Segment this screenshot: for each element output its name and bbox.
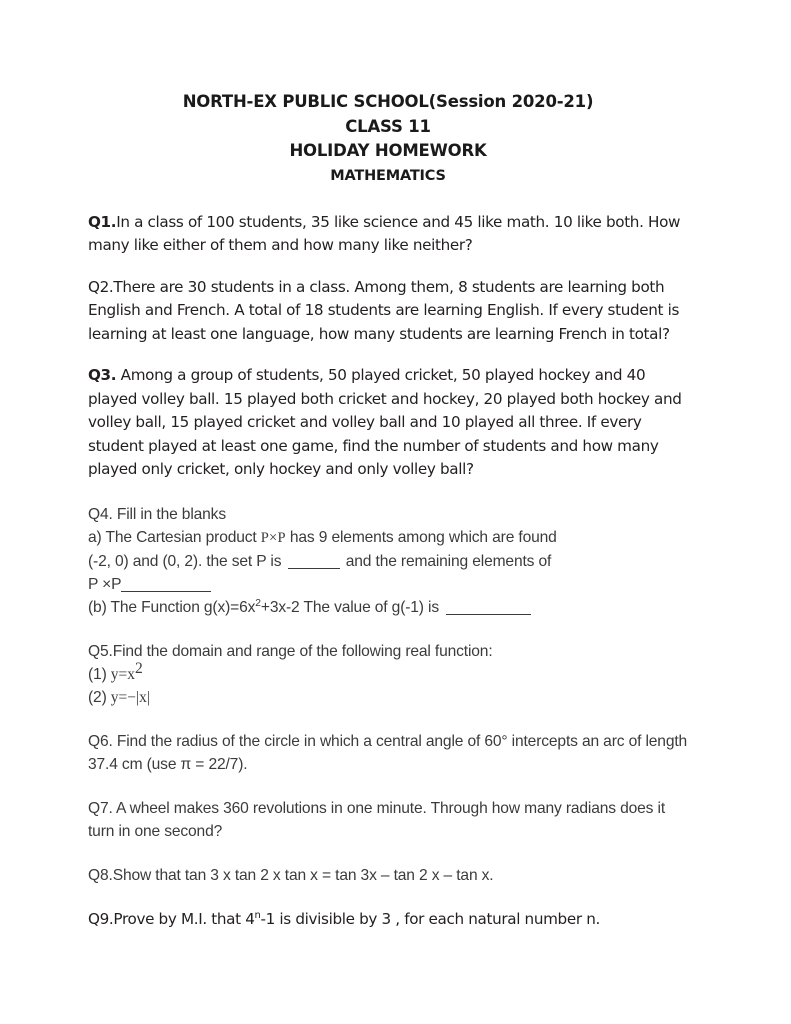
question-3-text: Among a group of students, 50 played cricket, 50 played hockey and 40 played volley ball. 15 played both cricket and hockey, 20 played both hockey and volley ball, 15 played cricket and volley ball and 10 played all three. If every student played at least one game, find the number of students and how many played only cricket, only hockey and only volley ball?: [88, 366, 682, 478]
question-4-part-b: [88, 596, 688, 619]
question-5-item-2: [88, 686, 688, 709]
question-9: [88, 908, 688, 932]
question-4-part-a-mid: has 9 elements among which are found: [285, 528, 557, 546]
spacer: [88, 709, 688, 730]
spacer: [88, 843, 688, 864]
question-5-item-2-equation: y=−|x|: [110, 688, 150, 706]
subject-line: MATHEMATICS: [330, 167, 446, 184]
spacer: [88, 346, 688, 364]
spacer: [88, 619, 688, 640]
question-5-item-1: [88, 659, 688, 686]
question-5-text: Find the domain and range of the following real function:: [112, 642, 493, 660]
spacer: [88, 482, 688, 503]
question-4-part-a-line2-post: and the remaining elements of: [341, 552, 552, 570]
question-4-part-a-pre: a) The Cartesian product: [88, 528, 261, 546]
question-7-text: A wheel makes 360 revolutions in one minute. Through how many radians does it turn in one second?: [88, 799, 666, 840]
fill-blank-g-of-minus-one: [446, 614, 531, 615]
question-1-label: Q1.: [88, 212, 117, 231]
question-7-label: Q7.: [88, 799, 113, 817]
question-1: [88, 211, 688, 258]
document-header: [88, 90, 688, 188]
spacer: [88, 188, 688, 211]
question-4-part-b-pre: (b) The Function g(x)=6x: [88, 598, 256, 616]
question-4-part-a-line3: [88, 573, 688, 596]
fill-blank-remaining-elements: [121, 591, 211, 592]
class-line: CLASS 11: [345, 116, 431, 136]
question-4: [88, 503, 688, 619]
question-4-label: Q4. Fill in the blanks: [88, 505, 226, 523]
question-6-label: Q6.: [88, 732, 113, 750]
question-5-heading: [88, 640, 688, 663]
question-3-label: Q3.: [88, 366, 117, 384]
question-8: [88, 864, 688, 887]
question-2-label: Q2.: [88, 277, 114, 296]
question-8-label: Q8.: [88, 866, 113, 884]
question-1-text: In a class of 100 students, 35 like science and 45 like math. 10 like both. How many like either of them and how many like neither?: [88, 212, 681, 254]
homework-title-line: HOLIDAY HOMEWORK: [289, 141, 487, 160]
question-4-part-a-line1: [88, 526, 688, 550]
question-9-text-pre: Prove by M.I. that 4: [113, 909, 255, 928]
question-6-text: Find the radius of the circle in which a central angle of 60° intercepts an arc of length 37.4 cm (use π = 22/7).: [88, 732, 688, 773]
question-4-part-b-exponent: 2: [255, 597, 261, 609]
question-7: [88, 797, 688, 843]
question-3: [88, 364, 688, 482]
spacer: [88, 887, 688, 908]
school-name-line: NORTH-EX PUBLIC SCHOOL(Session 2020-21): [182, 92, 594, 111]
question-9-label: Q9.: [88, 909, 114, 928]
question-4-part-a-line2-pre: (-2, 0) and (0, 2). the set P is: [88, 552, 286, 570]
question-9-exponent: n: [254, 909, 261, 921]
question-5-item-1-number: (1): [88, 665, 111, 683]
document-content: [88, 90, 688, 931]
question-2: [88, 276, 688, 347]
question-6: [88, 730, 688, 776]
cartesian-product-symbol: P×P: [260, 529, 286, 546]
spacer: [88, 776, 688, 797]
question-4-part-a-line3-text: P ×P: [88, 575, 122, 593]
question-4-part-b-post: +3x-2 The value of g(-1) is: [260, 598, 444, 616]
question-2-text: There are 30 students in a class. Among them, 8 students are learning both English and French. A total of 18 students are learning English. If every student is learning at least one language, how many students are learning French in total?: [88, 277, 680, 343]
spacer: [88, 258, 688, 276]
question-8-text: Show that tan 3 x tan 2 x tan x = tan 3x – tan 2 x – tan x.: [112, 866, 494, 884]
question-5-item-1-exponent: 2: [135, 659, 143, 677]
question-5-item-2-number: (2): [88, 688, 111, 706]
fill-blank-set-p: [288, 568, 340, 569]
question-5-item-1-equation: y=x: [110, 665, 136, 683]
question-9-text-post: -1 is divisible by 3 , for each natural number n.: [260, 909, 600, 928]
question-5: [88, 640, 688, 709]
question-4-part-a-line2: [88, 550, 688, 573]
question-5-label: Q5.: [88, 642, 113, 660]
